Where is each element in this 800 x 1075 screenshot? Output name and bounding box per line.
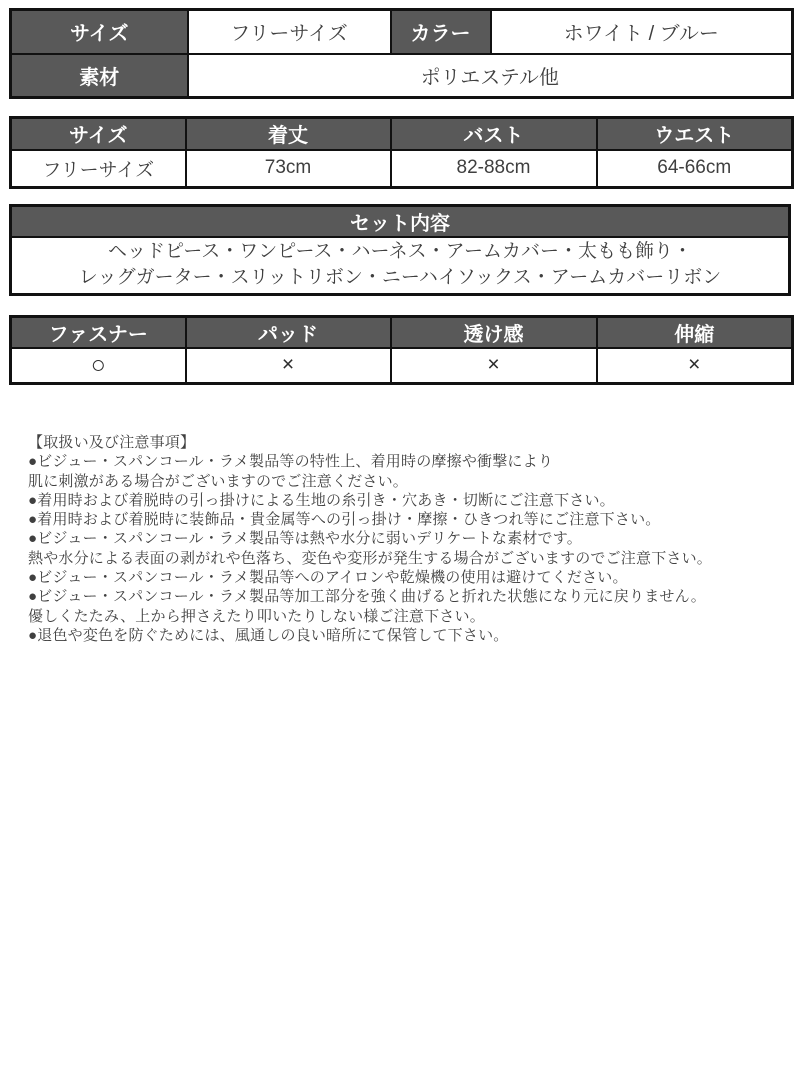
notes-line: 肌に刺激がある場合がございますのでご注意ください。 [28, 472, 409, 490]
material-header-cell: 素材 [11, 54, 188, 98]
features-value-fastener [11, 348, 186, 384]
color-value-cell: ホワイト / ブルー [491, 10, 793, 54]
measurements-header-size: サイズ [11, 118, 186, 150]
notes-line: ●退色や変色を防ぐためには、風通しの良い暗所にて保管して下さい。 [28, 626, 509, 644]
features-header-row [11, 316, 793, 348]
handling-notes [9, 433, 791, 645]
features-header-stretch: 伸縮 [597, 316, 793, 348]
material-row [11, 54, 793, 98]
measurements-value-bust: 82-88cm [391, 150, 597, 188]
set-contents-value-row [11, 237, 790, 294]
material-value-cell: ポリエステル他 [188, 54, 793, 98]
measurements-header-length: 着丈 [186, 118, 391, 150]
measurements-header-row [11, 118, 793, 150]
notes-line: ●着用時および着脱時に装飾品・貴金属等への引っ掛け・摩擦・ひきつれ等にご注意下さい。 [28, 511, 661, 529]
notes-line: ●着用時および着脱時の引っ掛けによる生地の糸引き・穴あき・切断にご注意下さい。 [28, 491, 615, 509]
cross-mark: × [487, 353, 500, 377]
measurements-value-size: フリーサイズ [11, 150, 186, 188]
measurements-header-bust: バスト [391, 118, 597, 150]
circle-mark: ○ [90, 350, 106, 379]
measurements-value-length: 73cm [186, 150, 391, 188]
features-value-pad [186, 348, 391, 384]
features-value-row [11, 348, 793, 384]
features-header-pad: パッド [186, 316, 391, 348]
handling-notes-title: 【取扱い及び注意事項】 [28, 434, 196, 451]
measurements-value-waist: 64-66cm [597, 150, 793, 188]
cross-mark: × [281, 353, 295, 377]
size-value-cell: フリーサイズ [188, 10, 391, 54]
notes-line: ●ビジュー・スパンコール・ラメ製品等へのアイロンや乾燥機の使用は避けてください。 [28, 569, 628, 587]
measurements-value-row [11, 150, 793, 188]
size-color-table [9, 8, 794, 99]
set-contents-header-row [11, 206, 790, 238]
features-header-sheerness: 透け感 [391, 316, 597, 348]
measurements-table [9, 116, 794, 189]
features-value-stretch [597, 348, 793, 384]
color-header-cell: カラー [391, 10, 491, 54]
set-contents-line-1: ヘッドピース・ワンピース・ハーネス・アームカバー・太もも飾り・ [107, 241, 693, 263]
cross-mark: × [688, 353, 701, 377]
features-value-sheerness [391, 348, 597, 384]
set-contents-header-cell: セット内容 [11, 206, 790, 238]
notes-line: ●ビジュー・スパンコール・ラメ製品等の特性上、着用時の摩擦や衝撃により [28, 453, 554, 471]
size-color-row [11, 10, 793, 54]
set-contents-value-cell [11, 237, 790, 294]
notes-line: 優しくたたみ、上から押さえたり叩いたりしない様ご注意下さい。 [28, 607, 485, 625]
set-contents-line-2: レッグガーター・スリットリボン・ニーハイソックス・アームカバーリボン [78, 267, 722, 289]
features-table [9, 315, 794, 386]
set-contents-table [9, 204, 791, 296]
product-spec-page [0, 8, 800, 1075]
notes-line: ●ビジュー・スパンコール・ラメ製品等加工部分を強く曲げると折れた状態になり元に戻りません。 [28, 588, 706, 606]
notes-line: 熱や水分による表面の剥がれや色落ち、変色や変形が発生する場合がございますのでご注意下さい。 [28, 549, 713, 567]
measurements-header-waist: ウエスト [597, 118, 793, 150]
size-header-cell: サイズ [11, 10, 188, 54]
notes-line: ●ビジュー・スパンコール・ラメ製品等は熱や水分に弱いデリケートな素材です。 [28, 530, 582, 548]
features-header-fastener: ファスナー [11, 316, 186, 348]
